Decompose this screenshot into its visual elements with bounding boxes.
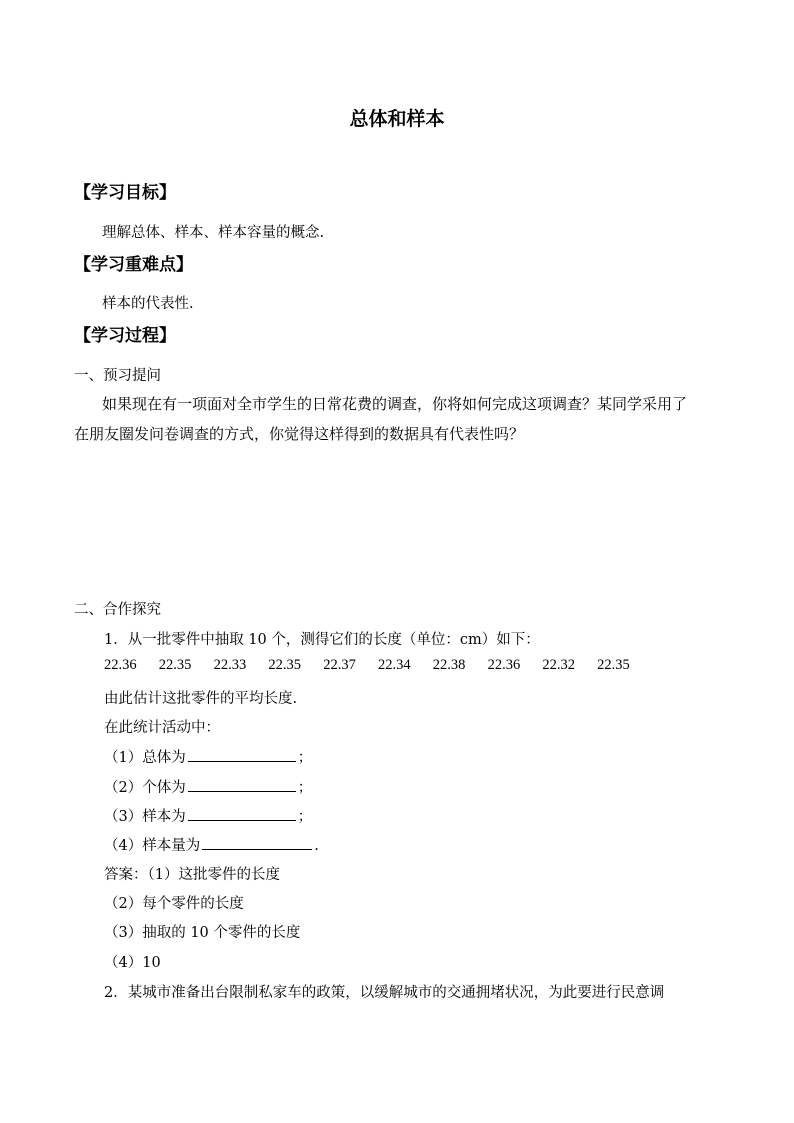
answer-blank[interactable] — [188, 747, 296, 762]
q1-context: 在此统计活动中： — [104, 720, 220, 736]
part2-heading: 二、合作探究 — [74, 602, 161, 618]
objectives-text: 理解总体、样本、样本容量的概念. — [102, 225, 325, 241]
q1-item-1 — [104, 746, 312, 767]
answer-4: （4）10 — [104, 955, 161, 971]
data-value: 22.34 — [377, 657, 411, 673]
data-value: 22.32 — [542, 657, 575, 673]
answer-2: （2）每个零件的长度 — [104, 896, 244, 912]
q1-item-2 — [104, 776, 312, 797]
answer-label: 答案：（1）这批零件的长度 — [104, 867, 280, 883]
data-value: 22.35 — [597, 657, 630, 673]
process-heading: 【学习过程】 — [74, 326, 176, 346]
q1-item-label: （4）样本量为 — [104, 838, 201, 854]
q1-item-3 — [104, 805, 312, 826]
data-value: 22.35 — [268, 657, 302, 673]
q1-item-label: （2）个体为 — [104, 780, 186, 796]
q1-item-end: ； — [297, 750, 313, 766]
q1-item-end: ； — [297, 780, 313, 796]
q1-item-end: ； — [297, 809, 313, 825]
answer-blank[interactable] — [202, 835, 312, 850]
q1-item-4 — [104, 834, 319, 855]
q1-item-label: （3）样本为 — [104, 809, 186, 825]
page-title: 总体和样本 — [349, 108, 445, 130]
data-value: 22.38 — [432, 657, 466, 673]
part1-text-line1: 如果现在有一项面对全市学生的日常花费的调查，你将如何完成这项调查？某同学采用了 — [102, 395, 688, 413]
key-points-heading: 【学习重难点】 — [74, 255, 193, 275]
key-points-text: 样本的代表性. — [102, 296, 194, 312]
q1-intro: 1．从一批零件中抽取 10 个，测得它们的长度（单位：cm）如下： — [104, 632, 540, 648]
data-value: 22.37 — [323, 657, 356, 673]
answer-3: （3）抽取的 10 个零件的长度 — [104, 925, 301, 941]
objectives-heading: 【学习目标】 — [74, 183, 176, 203]
answer-blank[interactable] — [188, 806, 296, 821]
data-value: 22.35 — [158, 657, 192, 673]
data-value: 22.36 — [104, 657, 137, 673]
q1-data-row — [104, 657, 652, 674]
q1-item-label: （1）总体为 — [104, 750, 186, 766]
answer-blank[interactable] — [188, 777, 296, 792]
part1-text-line2: 在朋友圈发问卷调查的方式，你觉得这样得到的数据具有代表性吗？ — [74, 425, 525, 443]
data-value: 22.33 — [213, 657, 247, 673]
q1-item-end: . — [314, 838, 319, 854]
q2-intro: 2．某城市准备出台限制私家车的政策，以缓解城市的交通拥堵状况，为此要进行民意调 — [104, 985, 665, 1001]
part1-heading: 一、预习提问 — [74, 368, 161, 384]
q1-task: 由此估计这批零件的平均长度. — [104, 691, 298, 707]
data-value: 22.36 — [487, 657, 521, 673]
